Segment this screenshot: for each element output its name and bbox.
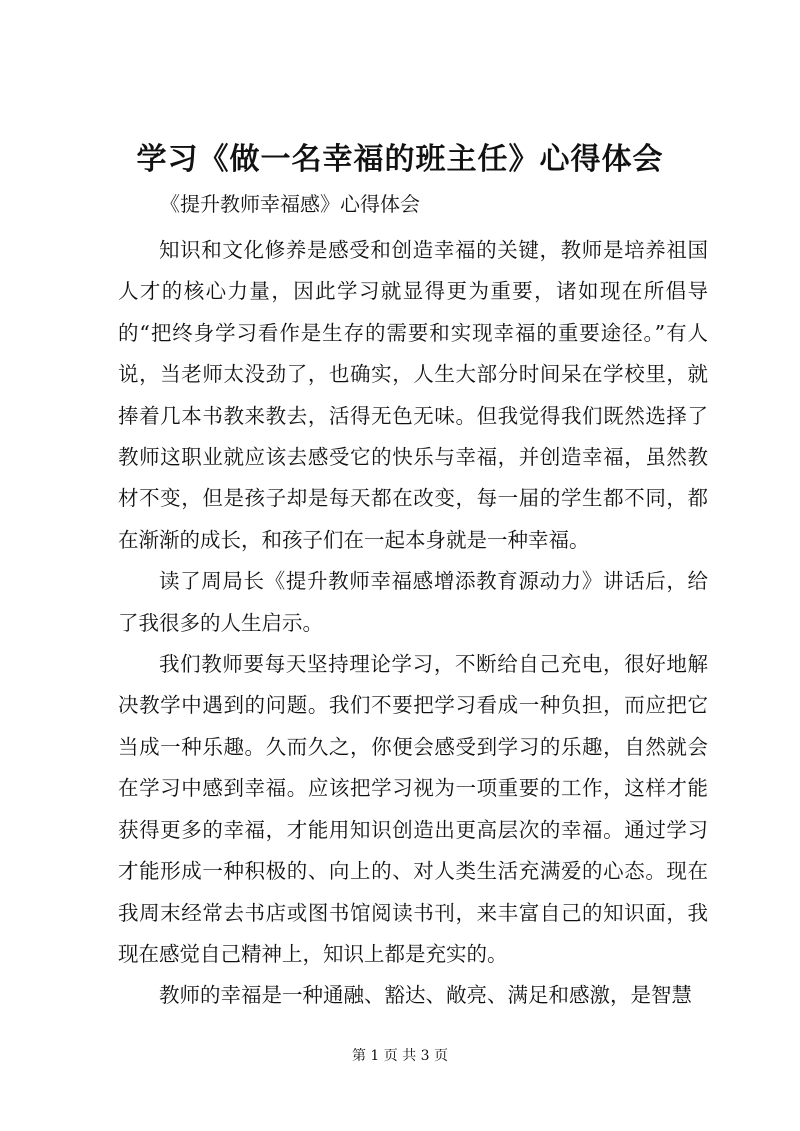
paragraph-4: 教师的幸福是一种通融、豁达、敞亮、满足和感激，是智慧 (159, 983, 692, 1008)
paragraph-2: 读了周局长《提升教师幸福感增添教育源动力》讲话后，给了我很多的人生启示。 (118, 569, 708, 635)
document-title: 学习《做一名幸福的班主任》心得体会 (136, 142, 664, 177)
page-footer: 第 1 页 共 3 页 (351, 1048, 449, 1064)
document-subtitle: 《提升教师幸福感》心得体会 (160, 192, 420, 216)
document-body (118, 230, 708, 1017)
paragraph-1: 知识和文化修养是感受和创造幸福的关键，教师是培养祖国人才的核心力量，因此学习就显得更为重要，诸如现在所倡导的“把终身学习看作是生存的需要和实现幸福的重要途径。”有人说，当老师太没劲了，也确实，人生大部分时间呆在学校里，就捧着几本书教来教去，活得无色无味。但我觉得我们既然选择了教师这职业就应该去感受它的快乐与幸福，并创造幸福，虽然教材不变，但是孩子却是每天都在改变，每一届的学生都不同，都在渐渐的成长，和孩子们在一起本身就是一种幸福。 (118, 238, 708, 552)
paragraph-3: 我们教师要每天坚持理论学习，不断给自己充电，很好地解决教学中遇到的问题。我们不要把学习看成一种负担，而应把它当成一种乐趣。久而久之，你便会感受到学习的乐趣，自然就会在学习中感到幸福。应该把学习视为一项重要的工作，这样才能获得更多的幸福，才能用知识创造出更高层次的幸福。通过学习才能形成一种积极的、向上的、对人类生活充满爱的心态。现在我周末经常去书店或图书馆阅读书刊，来丰富自己的知识面，我现在感觉自己精神上，知识上都是充实的。 (118, 652, 708, 966)
